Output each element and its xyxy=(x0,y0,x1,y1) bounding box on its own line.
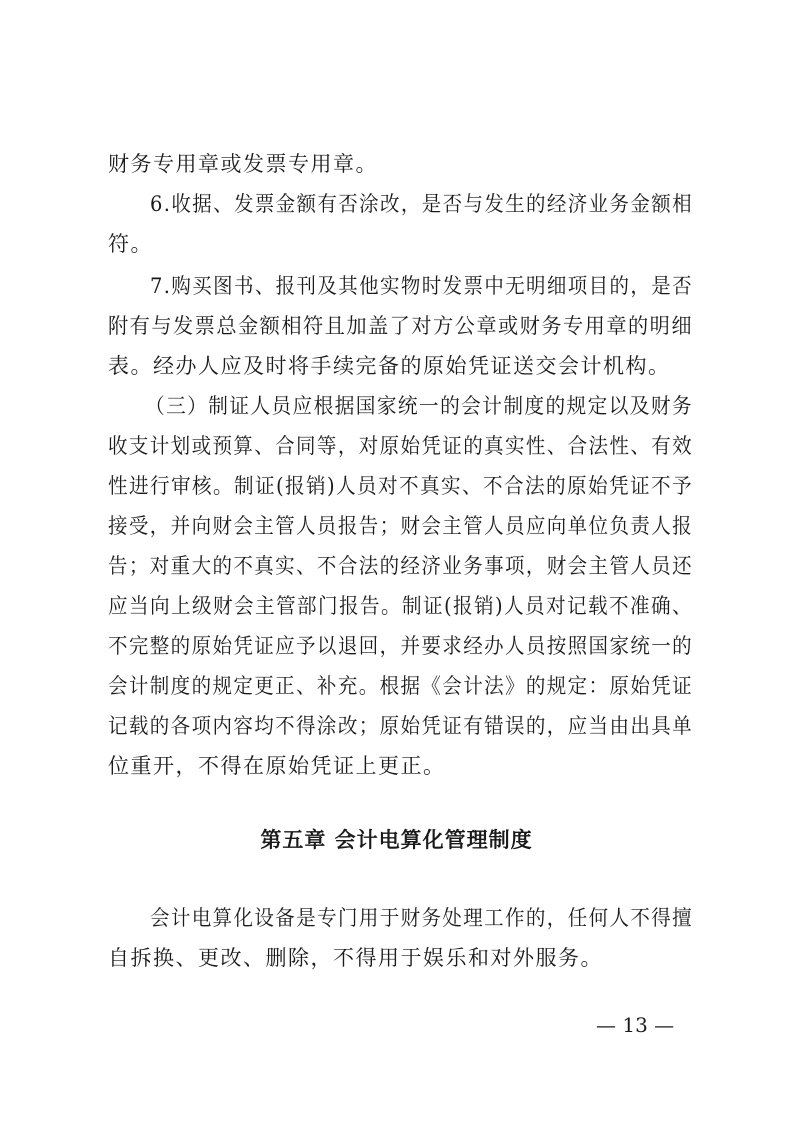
text-line xyxy=(0,748,793,784)
text-line xyxy=(0,508,793,544)
text-line-content: 表。经办人应及时将手续完备的原始凭证送交会计机构。 xyxy=(108,354,671,378)
text-line xyxy=(0,940,793,976)
text-line-content: 位重开，不得在原始凭证上更正。 xyxy=(108,754,446,778)
text-line-content: 会计制度的规定更正、补充。根据《会计法》的规定：原始凭证 xyxy=(108,674,694,698)
text-line-content: 6.收据、发票金额有否涂改，是否与发生的经济业务金额相 xyxy=(150,192,693,216)
text-line xyxy=(0,708,793,744)
text-line xyxy=(0,628,793,664)
text-line xyxy=(0,668,793,704)
page-number: — 13 — xyxy=(596,1013,675,1037)
text-line-content: 告；对重大的不真实、不合法的经济业务事项，财会主管人员还 xyxy=(108,554,694,578)
text-line xyxy=(0,428,793,464)
text-line-content: 会计电算化设备是专门用于财务处理工作的，任何人不得擅 xyxy=(150,906,693,930)
text-line-content: 记载的各项内容均不得涂改；原始凭证有错误的，应当由出具单 xyxy=(108,714,694,738)
text-line xyxy=(0,308,793,344)
text-line xyxy=(0,388,793,424)
text-line-content: （三）制证人员应根据国家统一的会计制度的规定以及财务 xyxy=(145,394,694,418)
text-line-content: 自拆换、更改、删除，不得用于娱乐和对外服务。 xyxy=(108,946,603,970)
text-line-content: 接受，并向财会主管人员报告；财会主管人员应向单位负责人报 xyxy=(108,514,694,538)
text-line-content: 7.购买图书、报刊及其他实物时发票中无明细项目的，是否 xyxy=(150,274,693,298)
text-line xyxy=(0,186,793,222)
text-line-content: 收支计划或预算、合同等，对原始凭证的真实性、合法性、有效 xyxy=(108,434,694,458)
text-line xyxy=(0,900,793,936)
text-line xyxy=(0,146,793,182)
text-line xyxy=(0,548,793,584)
text-line-content: 应当向上级财会主管部门报告。制证(报销)人员对记载不准确、 xyxy=(108,594,694,618)
text-line-content: 财务专用章或发票专用章。 xyxy=(108,152,378,176)
text-line xyxy=(0,468,793,504)
text-line xyxy=(0,348,793,384)
text-line xyxy=(0,226,793,262)
text-line xyxy=(0,268,793,304)
text-line-content: 不完整的原始凭证应予以退回，并要求经办人员按照国家统一的 xyxy=(108,634,694,658)
text-line-content: 符。 xyxy=(108,232,153,256)
text-line xyxy=(0,588,793,624)
text-line-content: 性进行审核。制证(报销)人员对不真实、不合法的原始凭证不予 xyxy=(108,474,694,498)
chapter-heading: 第五章 会计电算化管理制度 xyxy=(260,828,533,852)
text-line-content: 附有与发票总金额相符且加盖了对方公章或财务专用章的明细 xyxy=(108,314,694,338)
